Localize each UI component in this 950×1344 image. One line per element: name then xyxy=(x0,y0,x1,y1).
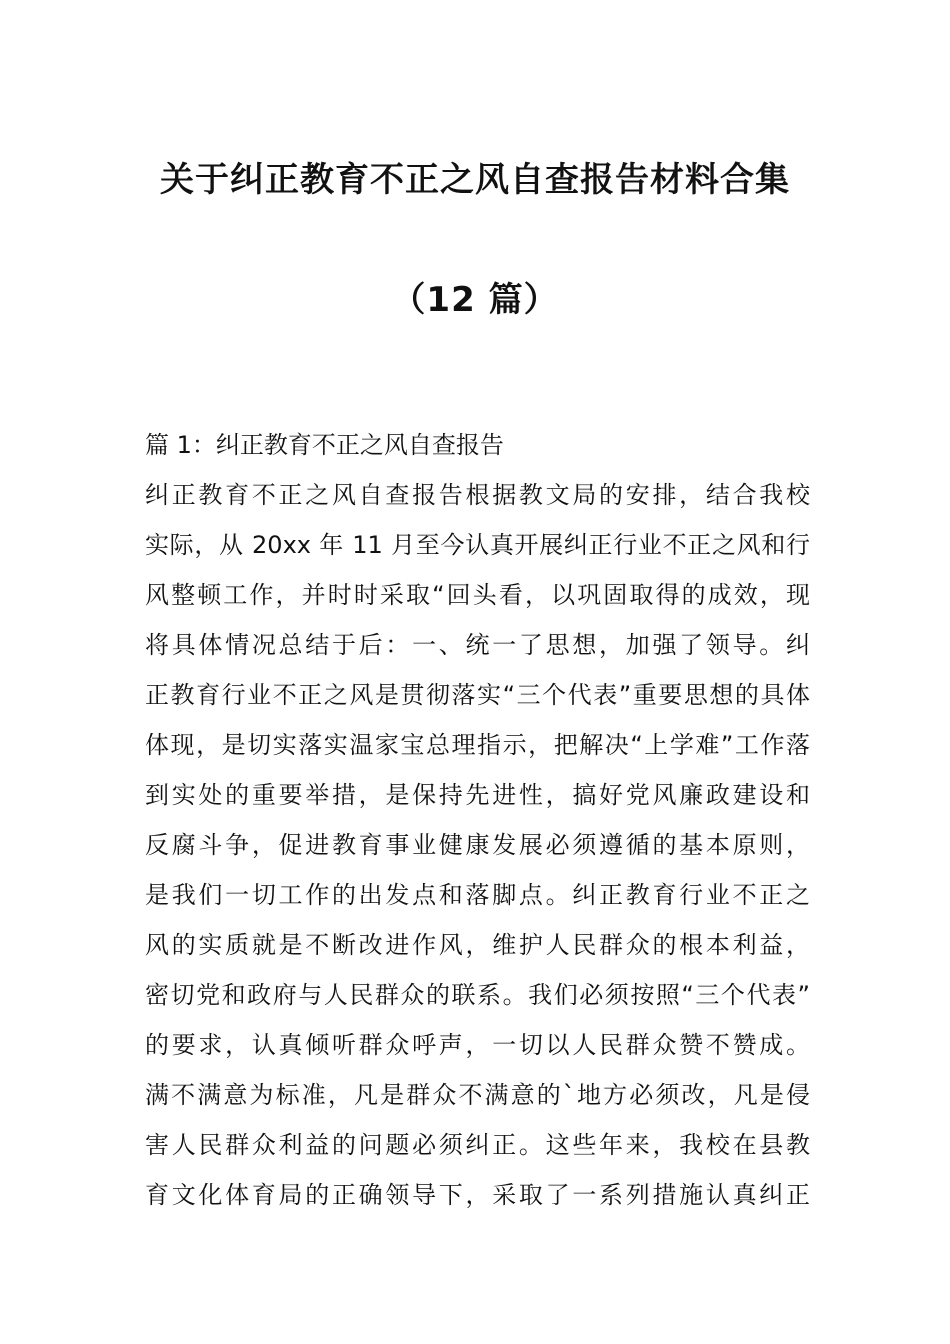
body-line: 正教育行业不正之风是贯彻落实“三个代表”重要思想的具体 xyxy=(145,681,810,709)
body-line: 是我们一切工作的出发点和落脚点。纠正教育行业不正之 xyxy=(145,881,810,909)
body-line: 纠正教育不正之风自查报告根据教文局的安排，结合我校 xyxy=(145,481,810,509)
body-line: 实际，从 20xx 年 11 月至今认真开展纠正行业不正之风和行 xyxy=(145,531,810,559)
section-heading: 篇 1：纠正教育不正之风自查报告 xyxy=(145,431,504,459)
body-line: 风的实质就是不断改进作风，维护人民群众的根本利益， xyxy=(145,931,810,959)
document-title-count: （12 篇） xyxy=(391,280,559,320)
body-line: 满不满意为标准，凡是群众不满意的`地方必须改，凡是侵 xyxy=(145,1081,810,1109)
body-line: 密切党和政府与人民群众的联系。我们必须按照“三个代表” xyxy=(145,981,810,1009)
body-line: 育文化体育局的正确领导下，采取了一系列措施认真纠正 xyxy=(145,1181,810,1209)
document-title: 关于纠正教育不正之风自查报告材料合集 xyxy=(160,160,790,200)
body-line: 的要求，认真倾听群众呼声，一切以人民群众赞不赞成。 xyxy=(145,1031,810,1059)
body-line: 到实处的重要举措，是保持先进性，搞好党风廉政建设和 xyxy=(145,781,810,809)
body-line: 体现，是切实落实温家宝总理指示，把解决“上学难”工作落 xyxy=(145,731,810,759)
body-line: 风整顿工作，并时时采取“回头看，以巩固取得的成效，现 xyxy=(145,581,810,609)
body-line: 害人民群众利益的问题必须纠正。这些年来，我校在县教 xyxy=(145,1131,810,1159)
document-body xyxy=(145,420,810,1220)
body-line: 反腐斗争，促进教育事业健康发展必须遵循的基本原则， xyxy=(145,831,810,859)
body-line: 将具体情况总结于后：一、统一了思想，加强了领导。纠 xyxy=(145,631,810,659)
